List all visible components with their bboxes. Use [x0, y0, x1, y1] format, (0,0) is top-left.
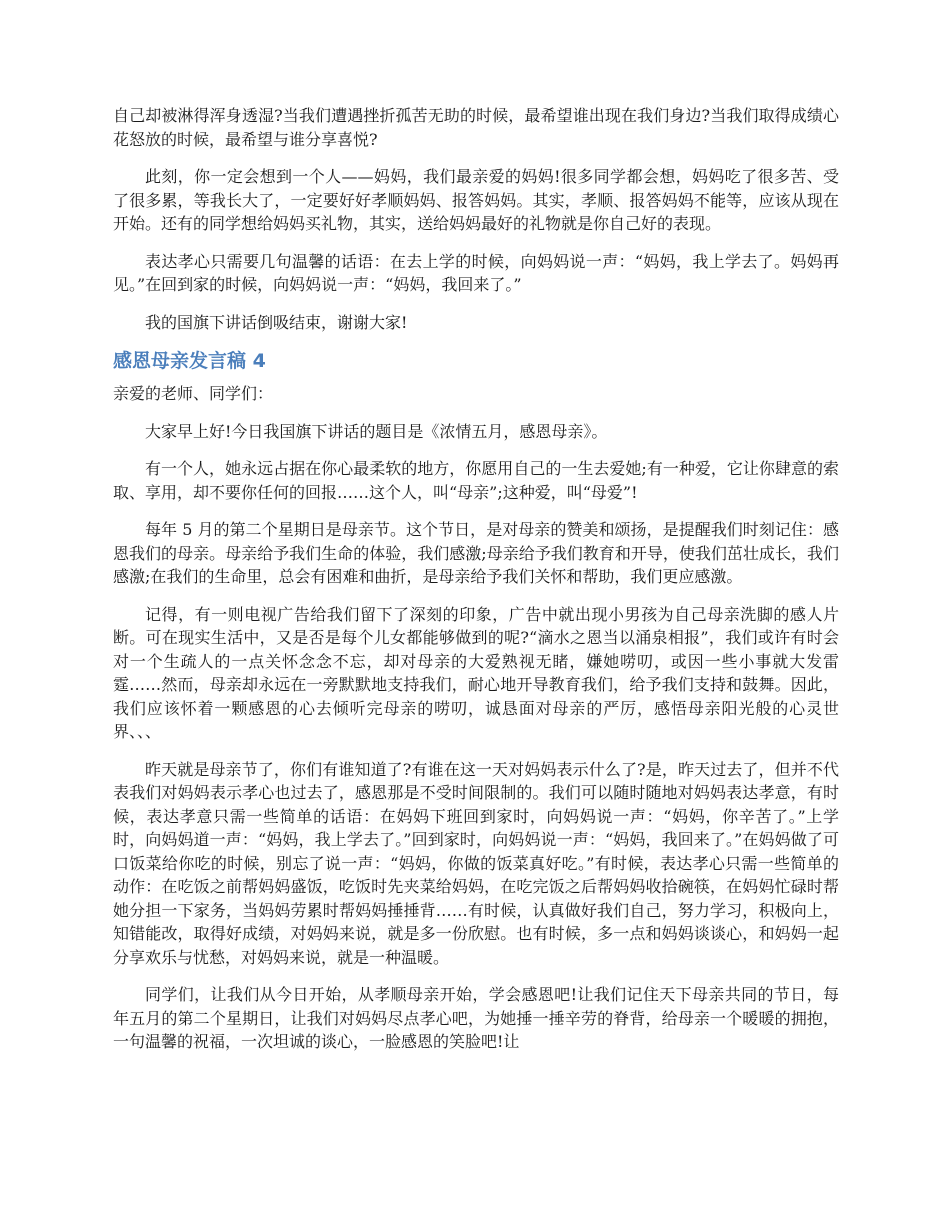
paragraph: 此刻，你一定会想到一个人——妈妈，我们最亲爱的妈妈!很多同学都会想，妈妈吃了很多苦、受了很多累，等我长大了，一定要好好孝顺妈妈、报答妈妈。其实，孝顺、报答妈妈不能等，应该从现在开始。还有的同学想给妈妈买礼物，其实，送给妈妈最好的礼物就是你自己好的表现。: [113, 167, 839, 233]
paragraph: 有一个人，她永远占据在你心最柔软的地方，你愿用自己的一生去爱她;有一种爱，它让你肆意的索取、享用，却不要你任何的回报……这个人，叫“母亲”;这种爱，叫“母爱”!: [113, 459, 839, 502]
paragraph: 昨天就是母亲节了，你们有谁知道了?有谁在这一天对妈妈表示什么了?是，昨天过去了，但并不代表我们对妈妈表示孝心也过去了，感恩那是不受时间限制的。我们可以随时随地对妈妈表达孝意，有时候，表达孝意只需一些简单的话语：在妈妈下班回到家时，向妈妈说一声：“妈妈，你辛苦了。”上学时，向妈妈道一声：“妈妈，我上学去了。”回到家时，向妈妈说一声：“妈妈，我回来了。”在妈妈做了可口饭菜给你吃的时候，别忘了说一声：“妈妈，你做的饭菜真好吃。”有时候，表达孝心只需一些简单的动作：在吃饭之前帮妈妈盛饭，吃饭时先夹菜给妈妈，在吃完饭之后帮妈妈收拾碗筷，在妈妈忙碌时帮她分担一下家务，当妈妈劳累时帮妈妈捶捶背……有时候，认真做好我们自己，努力学习，积极向上，知错能改，取得好成绩，对妈妈来说，就是多一份欣慰。也有时候，多一点和妈妈谈谈心，和妈妈一起分享欢乐与忧愁，对妈妈来说，就是一种温暖。: [113, 759, 839, 967]
paragraph: 我的国旗下讲话倒吸结束，谢谢大家!: [145, 312, 408, 332]
greeting: 亲爱的老师、同学们：: [113, 384, 274, 403]
paragraph: 表达孝心只需要几句温馨的话语：在去上学的时候，向妈妈说一声：“妈妈，我上学去了。妈妈再见。”在回到家的时候，向妈妈说一声：“妈妈，我回来了。”: [113, 251, 839, 294]
paragraph: 记得，有一则电视广告给我们留下了深刻的印象，广告中就出现小男孩为自己母亲洗脚的感人片断。可在现实生活中，又是否是每个儿女都能够做到的呢?“滴水之恩当以涌泉相报”，我们或许有时会对一个生疏人的一点关怀念念不忘，却对母亲的大爱熟视无睹，嫌她唠叨，或因一些小事就大发雷霆……然而，母亲却永远在一旁默默地支持我们，耐心地开导教育我们，给予我们支持和鼓舞。因此，我们应该怀着一颗感恩的心去倾听完母亲的唠叨，诚恳面对母亲的严厉，感悟母亲阳光般的心灵世界、、、: [113, 604, 839, 741]
paragraph: 同学们，让我们从今日开始，从孝顺母亲开始，学会感恩吧!让我们记住天下母亲共同的节日，每年五月的第二个星期日，让我们对妈妈尽点孝心吧，为她捶一捶辛劳的脊背，给母亲一个暖暖的拥抱，一句温馨的祝福，一次坦诚的谈心，一脸感恩的笑脸吧!让: [113, 985, 839, 1051]
paragraph: 每年 5 月的第二个星期日是母亲节。这个节日，是对母亲的赞美和颂扬，是提醒我们时刻记住：感恩我们的母亲。母亲给予我们生命的体验，我们感激;母亲给予我们教育和开导，使我们茁壮成长，我们感激;在我们的生命里，总会有困难和曲折，是母亲给予我们关怀和帮助，我们更应感激。: [113, 520, 839, 586]
paragraph: 大家早上好!今日我国旗下讲话的题目是《浓情五月，感恩母亲》。: [145, 421, 608, 441]
document-page: [113, 104, 839, 1068]
paragraph-continuation: 自己却被淋得浑身透湿?当我们遭遇挫折孤苦无助的时候，最希望谁出现在我们身边?当我们取得成绩心花怒放的时候，最希望与谁分享喜悦?: [113, 106, 839, 149]
section-heading: 感恩母亲发言稿 4: [113, 350, 266, 372]
